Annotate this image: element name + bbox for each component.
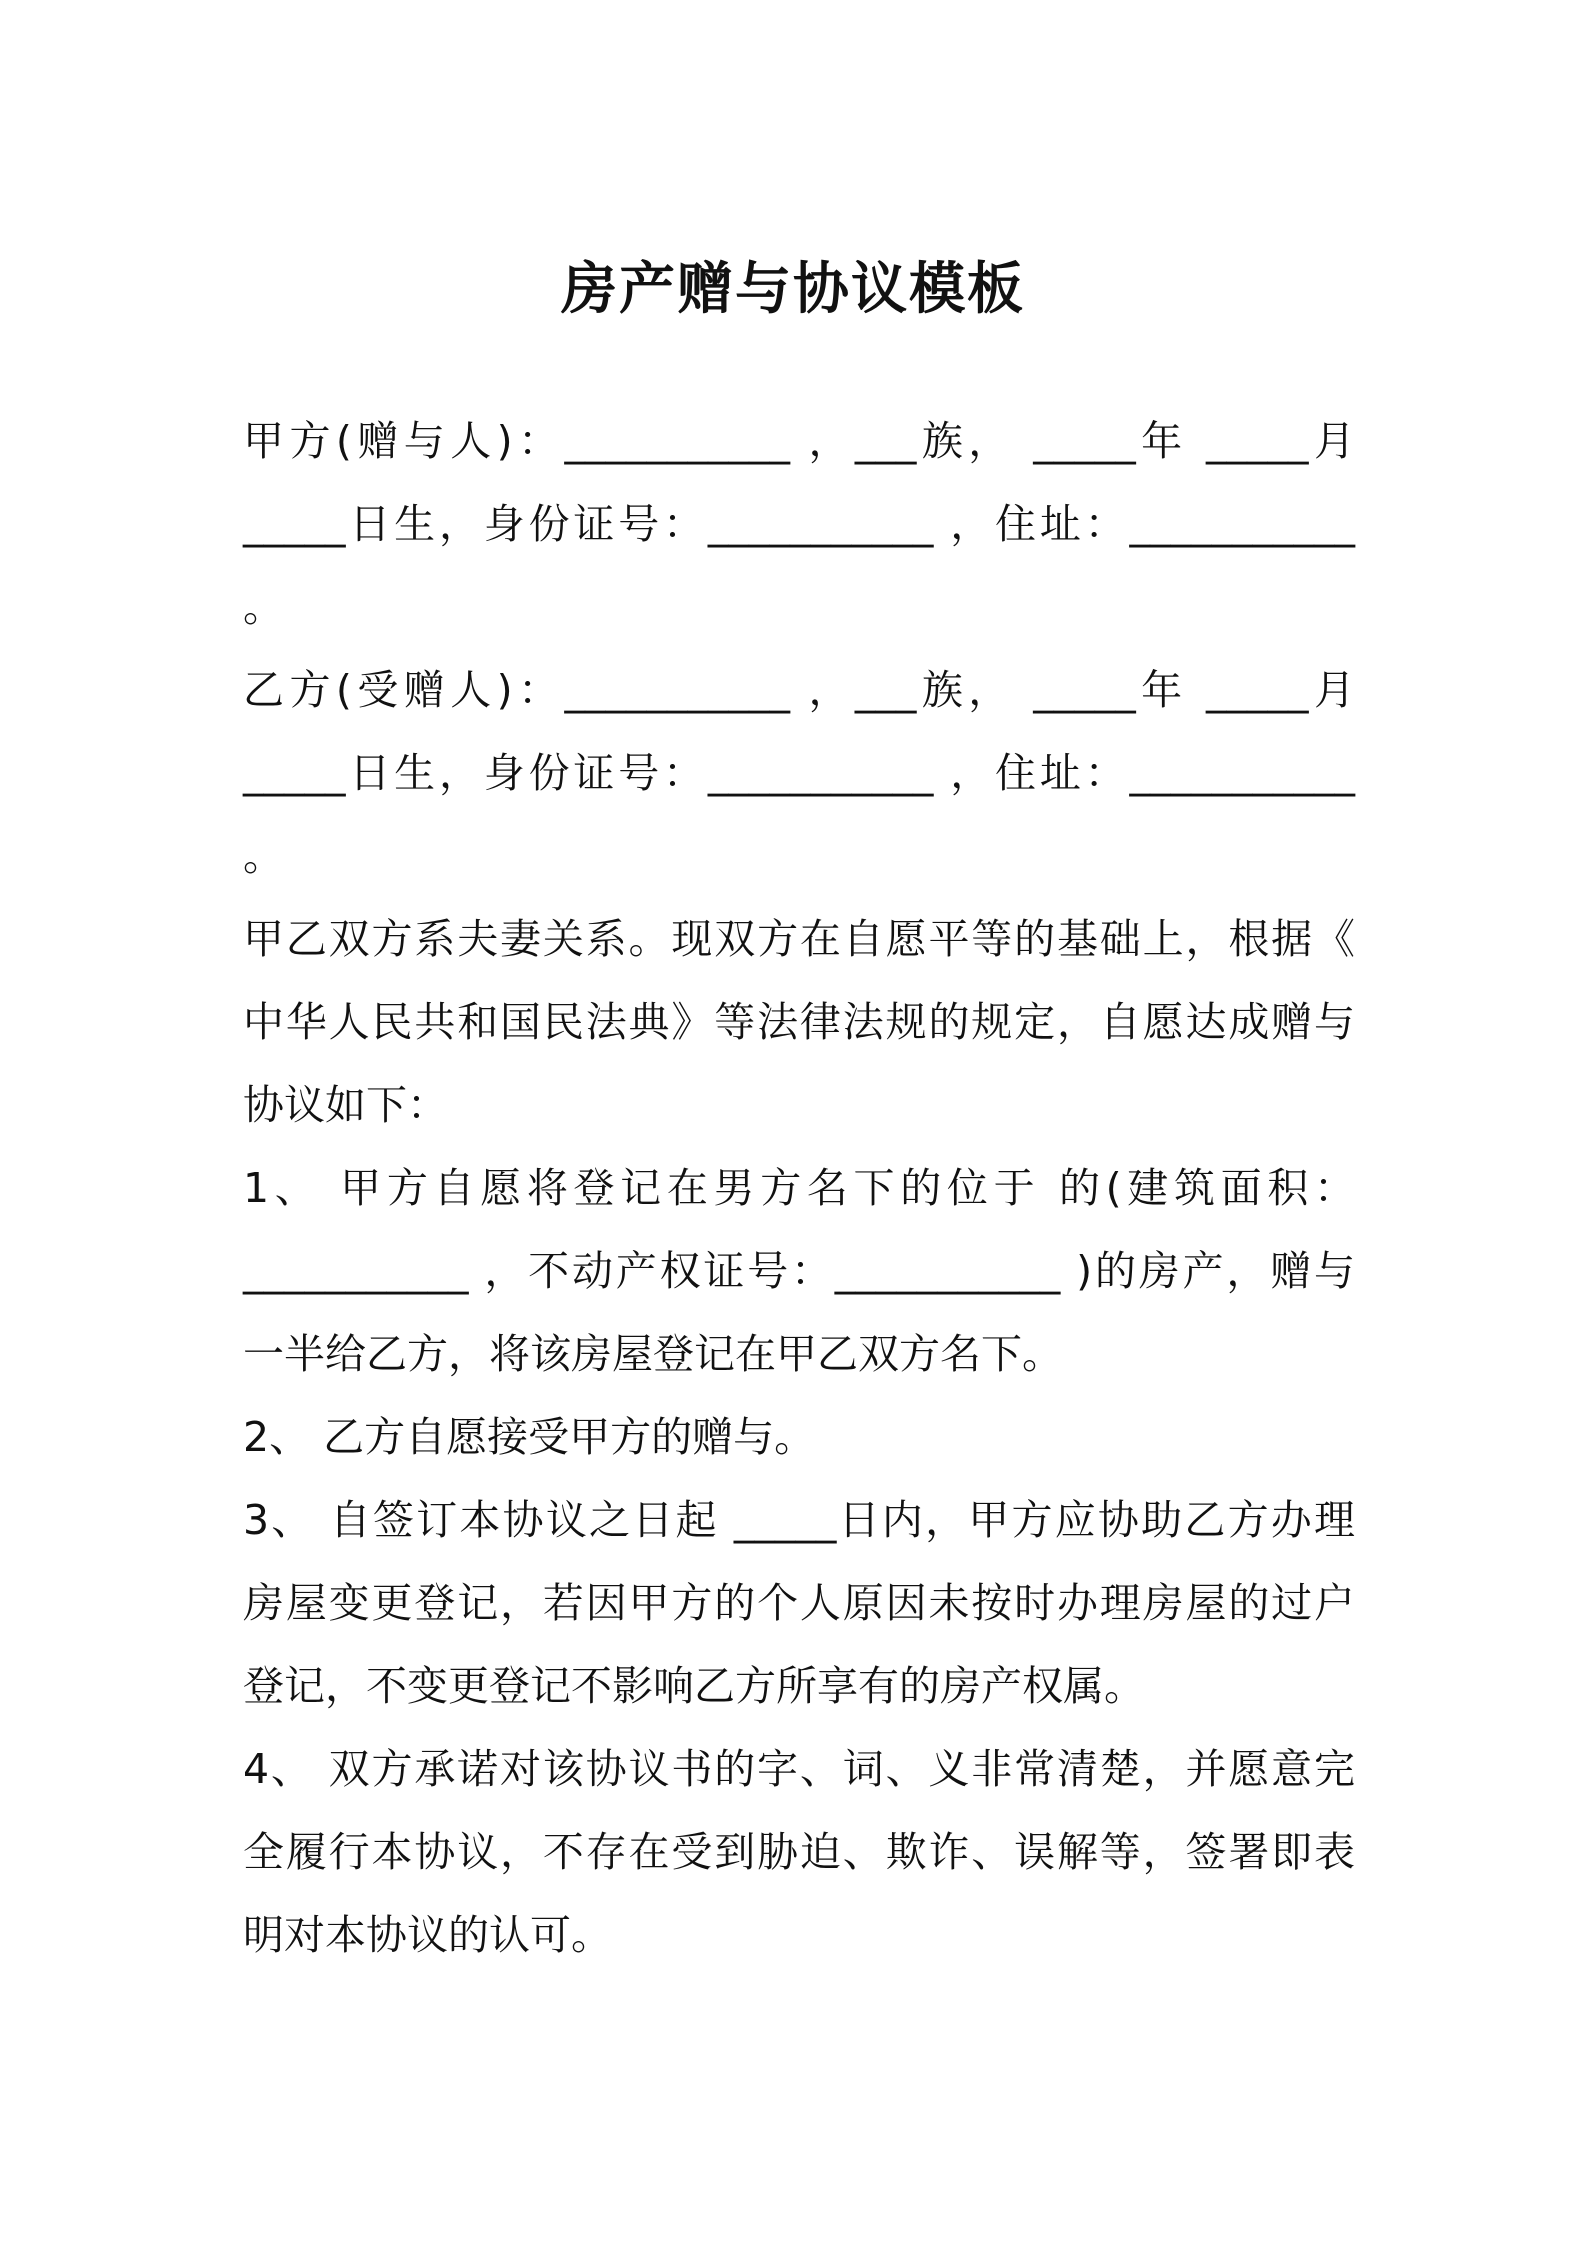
document-body (243, 400, 1355, 1977)
text-line-clause-3a: 3、 自签订本协议之日起 _____日内，甲方应协助乙方办理 (243, 1496, 1355, 1544)
text-line-clause-1c: 一半给乙方，将该房屋登记在甲乙双方名下。 (243, 1330, 1063, 1378)
document-title: 房产赠与协议模板 (561, 257, 1025, 322)
text-line-party-b-2: _____日生，身份证号：___________ ，住址：___________ (243, 749, 1355, 797)
text-line-party-b-3: 。 (243, 832, 284, 880)
text-line-clause-2: 2、 乙方自愿接受甲方的赠与。 (243, 1413, 816, 1461)
text-line-clause-4c: 明对本协议的认可。 (243, 1911, 612, 1959)
text-line-clause-3b: 房屋变更登记，若因甲方的个人原因未按时办理房屋的过户 (243, 1579, 1355, 1627)
text-line-preamble-2: 中华人民共和国民法典》等法律法规的规定，自愿达成赠与 (243, 998, 1355, 1046)
text-line-party-a-1: 甲方(赠与人)：___________ ，___族， _____年 _____月 (243, 417, 1355, 465)
text-line-preamble-3: 协议如下： (243, 1081, 448, 1129)
text-line-clause-1b: ___________ ，不动产权证号：___________ )的房产，赠与 (243, 1247, 1355, 1295)
text-line-party-a-3: 。 (243, 583, 284, 631)
text-line-clause-3c: 登记，不变更登记不影响乙方所享有的房产权属。 (243, 1662, 1145, 1710)
text-line-party-a-2: _____日生，身份证号：___________ ，住址：___________ (243, 500, 1355, 548)
text-line-clause-4a: 4、 双方承诺对该协议书的字、词、义非常清楚，并愿意完 (243, 1745, 1355, 1793)
text-line-preamble-1: 甲乙双方系夫妻关系。现双方在自愿平等的基础上，根据《 (243, 915, 1355, 963)
text-line-party-b-1: 乙方(受赠人)：___________ ，___族， _____年 _____月 (243, 666, 1355, 714)
text-line-clause-1a: 1、 甲方自愿将登记在男方名下的位于 的(建筑面积： (243, 1164, 1355, 1212)
text-line-clause-4b: 全履行本协议，不存在受到胁迫、欺诈、误解等，签署即表 (243, 1828, 1355, 1876)
